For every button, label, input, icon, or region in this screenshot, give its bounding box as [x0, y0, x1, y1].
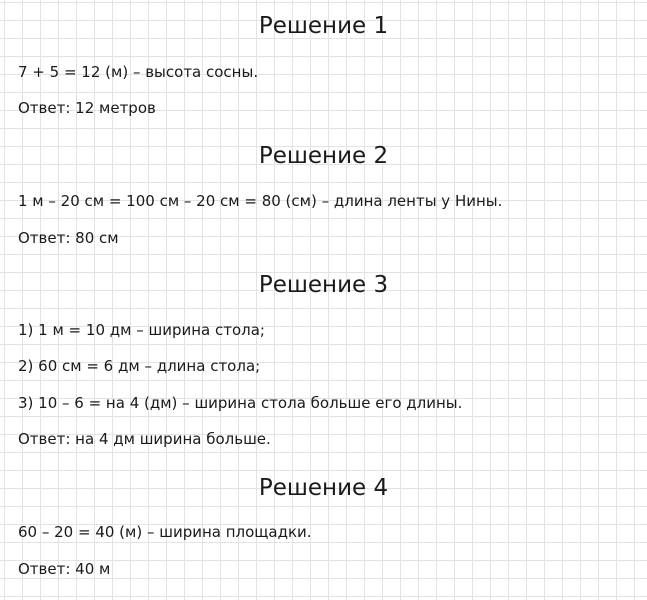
- solution-2-line-1: 1 м – 20 см = 100 см – 20 см = 80 (см) – длина ленты у Нины.: [18, 192, 503, 210]
- solution-1-title: Решение 1: [258, 13, 389, 39]
- solution-2-answer: Ответ: 80 см: [18, 229, 119, 247]
- solution-3-answer: Ответ: на 4 дм ширина больше.: [18, 430, 271, 448]
- solution-3-line-1: 1) 1 м = 10 дм – ширина стола;: [18, 321, 265, 339]
- solution-1-answer: Ответ: 12 метров: [18, 99, 156, 117]
- solution-4-title: Решение 4: [258, 475, 389, 501]
- solution-2-title: Решение 2: [258, 143, 389, 169]
- solution-3-title: Решение 3: [258, 272, 389, 298]
- solution-4-line-1: 60 – 20 = 40 (м) – ширина площадки.: [18, 523, 312, 541]
- solution-3-line-2: 2) 60 см = 6 дм – длина стола;: [18, 357, 261, 375]
- solution-1-line-1: 7 + 5 = 12 (м) – высота сосны.: [18, 63, 259, 81]
- solution-3-line-3: 3) 10 – 6 = на 4 (дм) – ширина стола больше его длины.: [18, 394, 463, 412]
- solution-4-answer: Ответ: 40 м: [18, 560, 111, 578]
